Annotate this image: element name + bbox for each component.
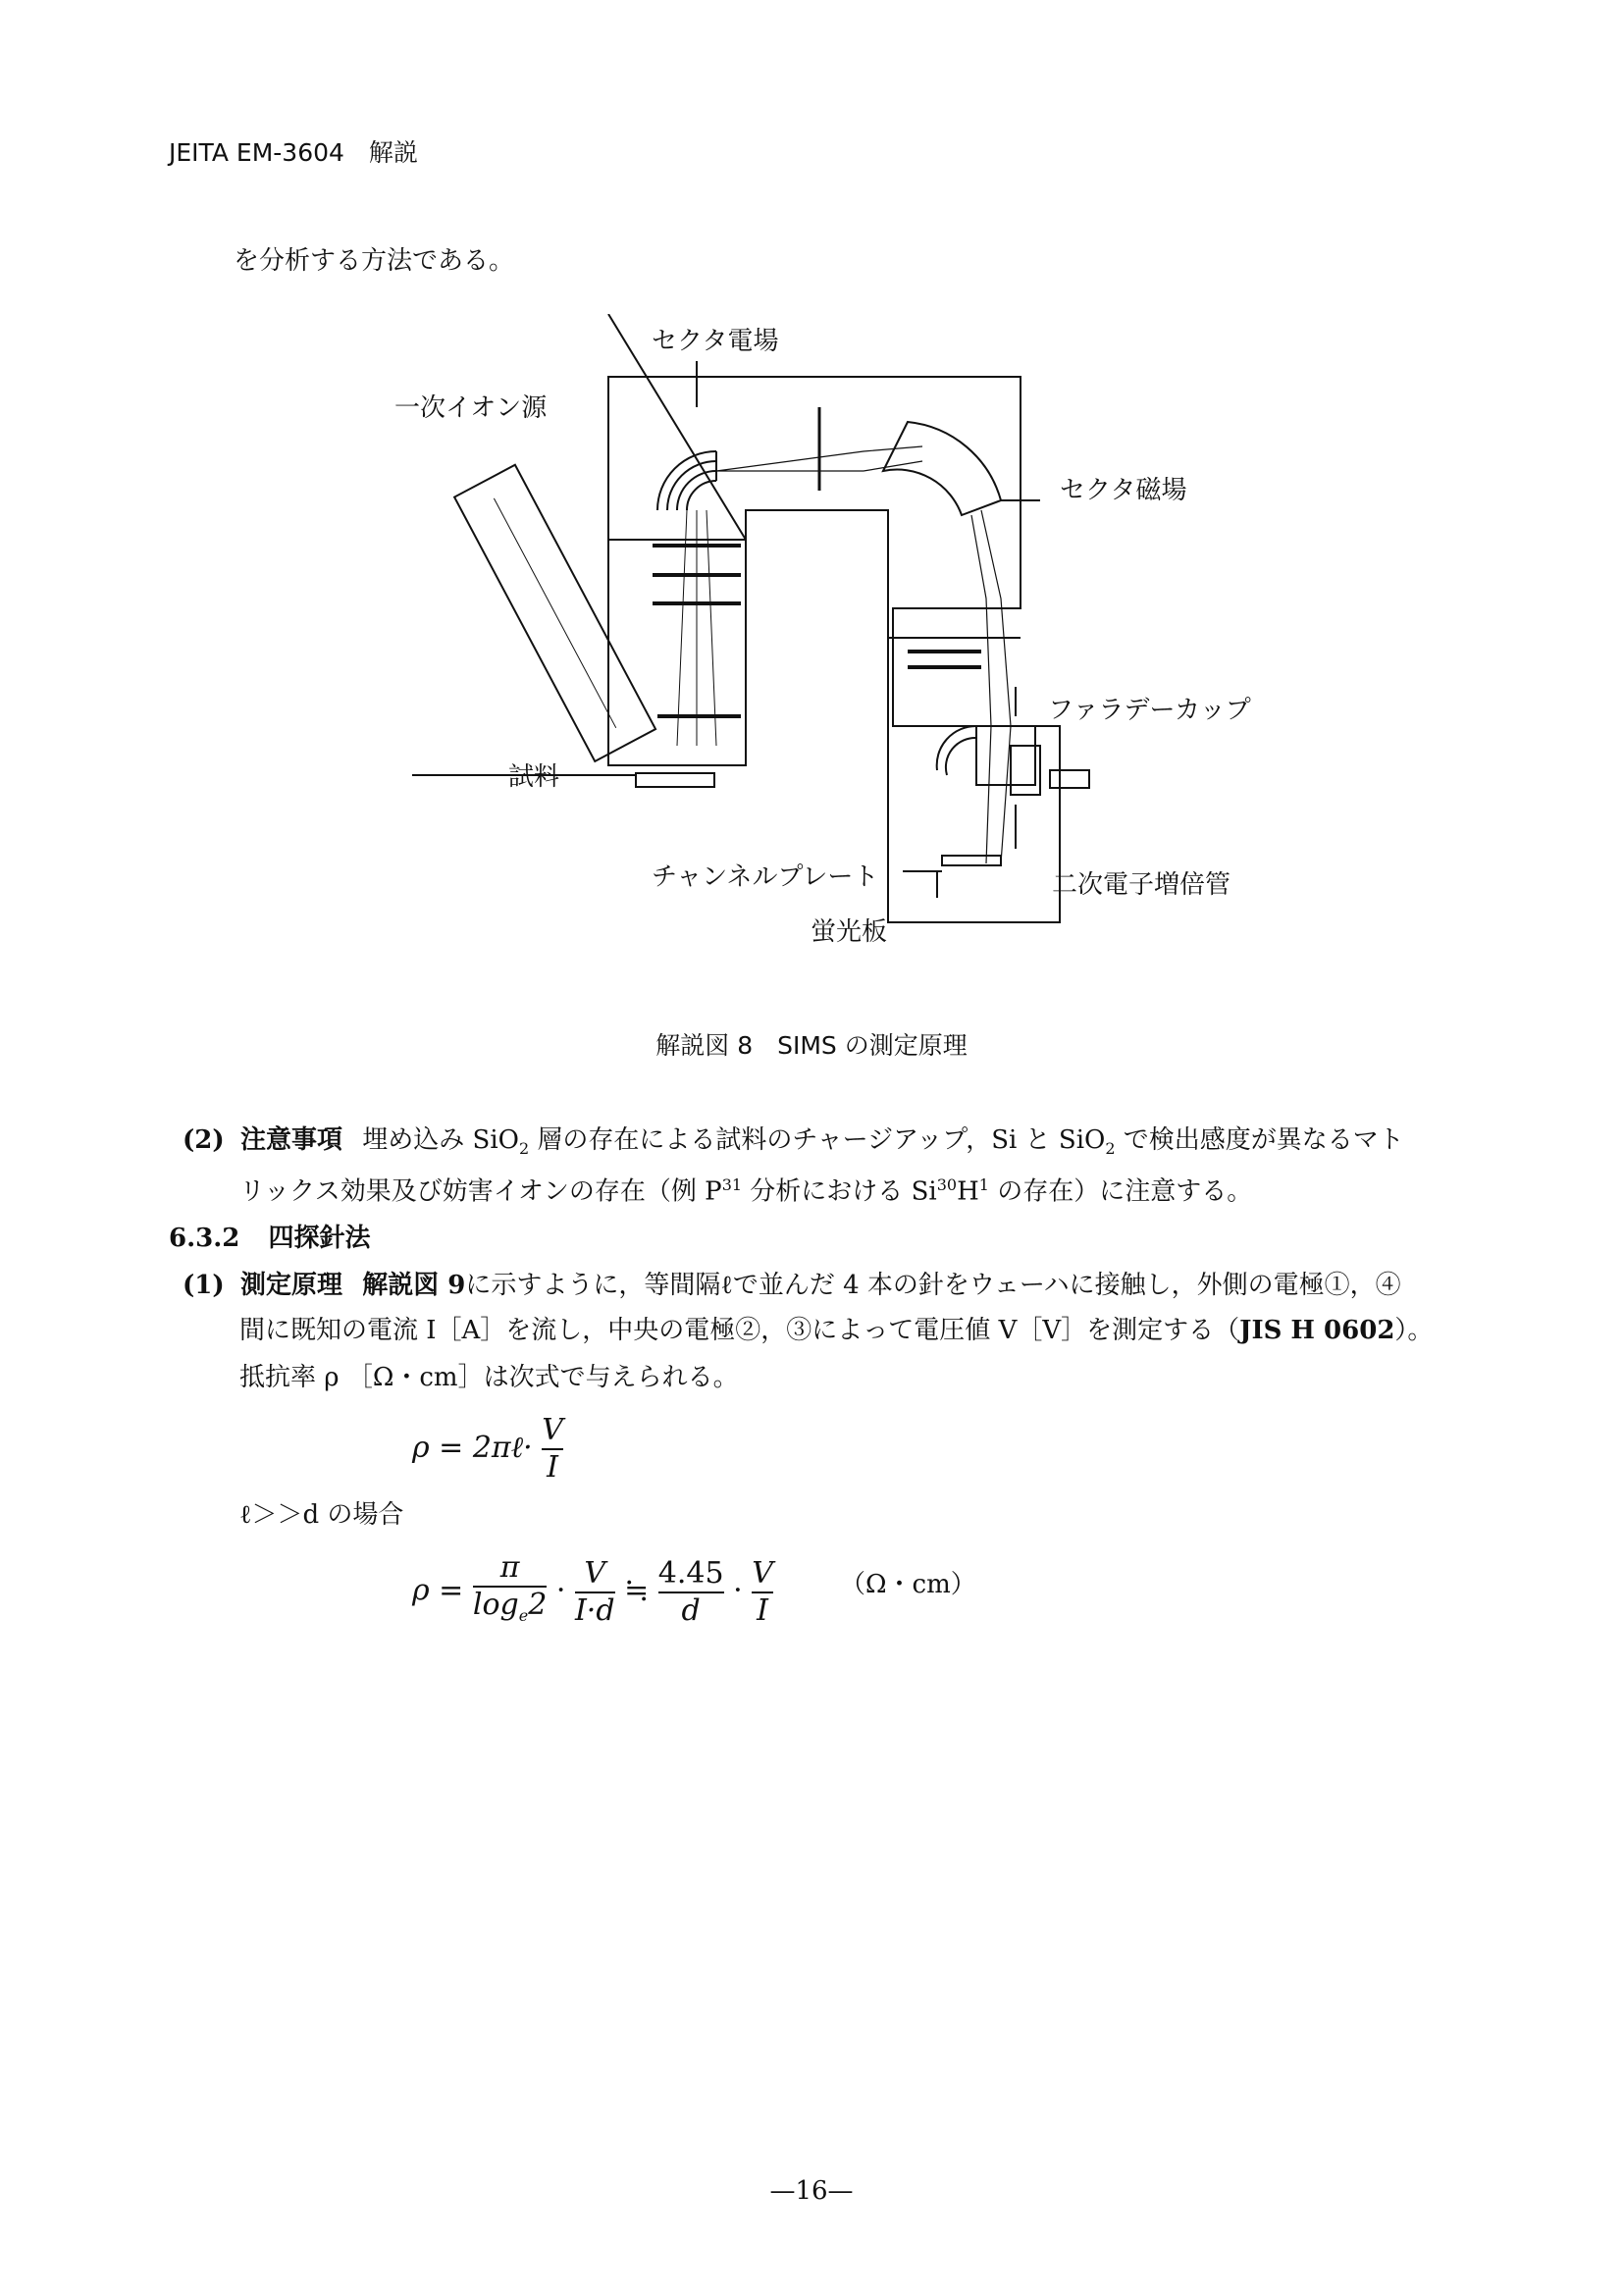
section-1-number: (1) <box>183 1271 225 1300</box>
section-2-line-2: リックス効果及び妨害イオンの存在（例 $P^{31}$ 分析における $Si^{30}H^1$ の存在）に注意する。 <box>239 1175 1253 1207</box>
primary-ion-source <box>454 465 655 761</box>
label-fluorescent-plate: 蛍光板 <box>811 917 888 947</box>
figure-caption: 解説図 8 SIMS の測定原理 <box>655 1031 968 1060</box>
electron-multiplier-box <box>1050 770 1089 788</box>
section-2-number: (2) <box>183 1125 225 1155</box>
electric-sector-arcs <box>657 451 716 510</box>
magnetic-sector <box>883 422 1001 515</box>
section-1-line-1: (1) 測定原理 解説図 9に示すように，等間隔ℓで並んだ 4 本の針をウェーハに接触し，外側の電極①，④ <box>183 1271 1401 1300</box>
label-sample: 試料 <box>508 762 560 792</box>
label-electron-multiplier: 二次電子増倍管 <box>1052 870 1231 900</box>
label-faraday-cup: ファラデーカップ <box>1048 696 1251 725</box>
condition-line: ℓ＞＞d の場合 <box>239 1500 404 1530</box>
label-sector-electric: セクタ電場 <box>652 327 779 356</box>
label-sector-magnetic: セクタ磁場 <box>1060 476 1187 505</box>
label-primary-ion-source: 一次イオン源 <box>394 393 548 423</box>
intro-line: を分析する方法である。 <box>234 246 515 276</box>
housing-outline <box>608 377 1060 922</box>
subsection-number: 6.3.2 <box>169 1224 240 1253</box>
channel-plate-box <box>942 856 1001 865</box>
subsection-heading <box>169 1219 370 1258</box>
section-1-line-2: 間に既知の電流 I［A］を流し，中央の電極②，③によって電圧値 V［V］を測定する（JIS H 0602）。 <box>239 1316 1434 1345</box>
section-1-heading: 測定原理 <box>239 1271 342 1300</box>
subsection-title: 四探針法 <box>268 1224 371 1253</box>
formula-2-unit: （Ω・cm） <box>840 1570 976 1599</box>
section-1-line-3: 抵抗率 ρ ［Ω・cm］は次式で与えられる。 <box>239 1363 739 1392</box>
figure-reference: 解説図 9 <box>362 1271 466 1300</box>
section-2-heading: 注意事項 <box>239 1125 342 1155</box>
document-header: JEITA EM-3604 解説 <box>169 138 418 167</box>
formula-1: ρ = 2πℓ· $\frac{V}{I}$ <box>412 1413 563 1485</box>
sample-holder <box>636 773 714 787</box>
page-number: —16— <box>769 2176 854 2206</box>
formula-2: ρ = $\frac{\pi}{\log_e2}$ · $\frac{V}{I\cdot d}$ ≒ $\frac{4.45}{d}$ · $\frac{V}{I}$ <box>412 1550 773 1634</box>
label-channel-plate: チャンネルプレート <box>652 862 879 892</box>
section-2-line-1: (2) 注意事項 埋め込み SiO$_2$ 層の存在による試料のチャージアップ，Si と SiO$_2$ で検出感度が異なるマト <box>183 1125 1404 1159</box>
